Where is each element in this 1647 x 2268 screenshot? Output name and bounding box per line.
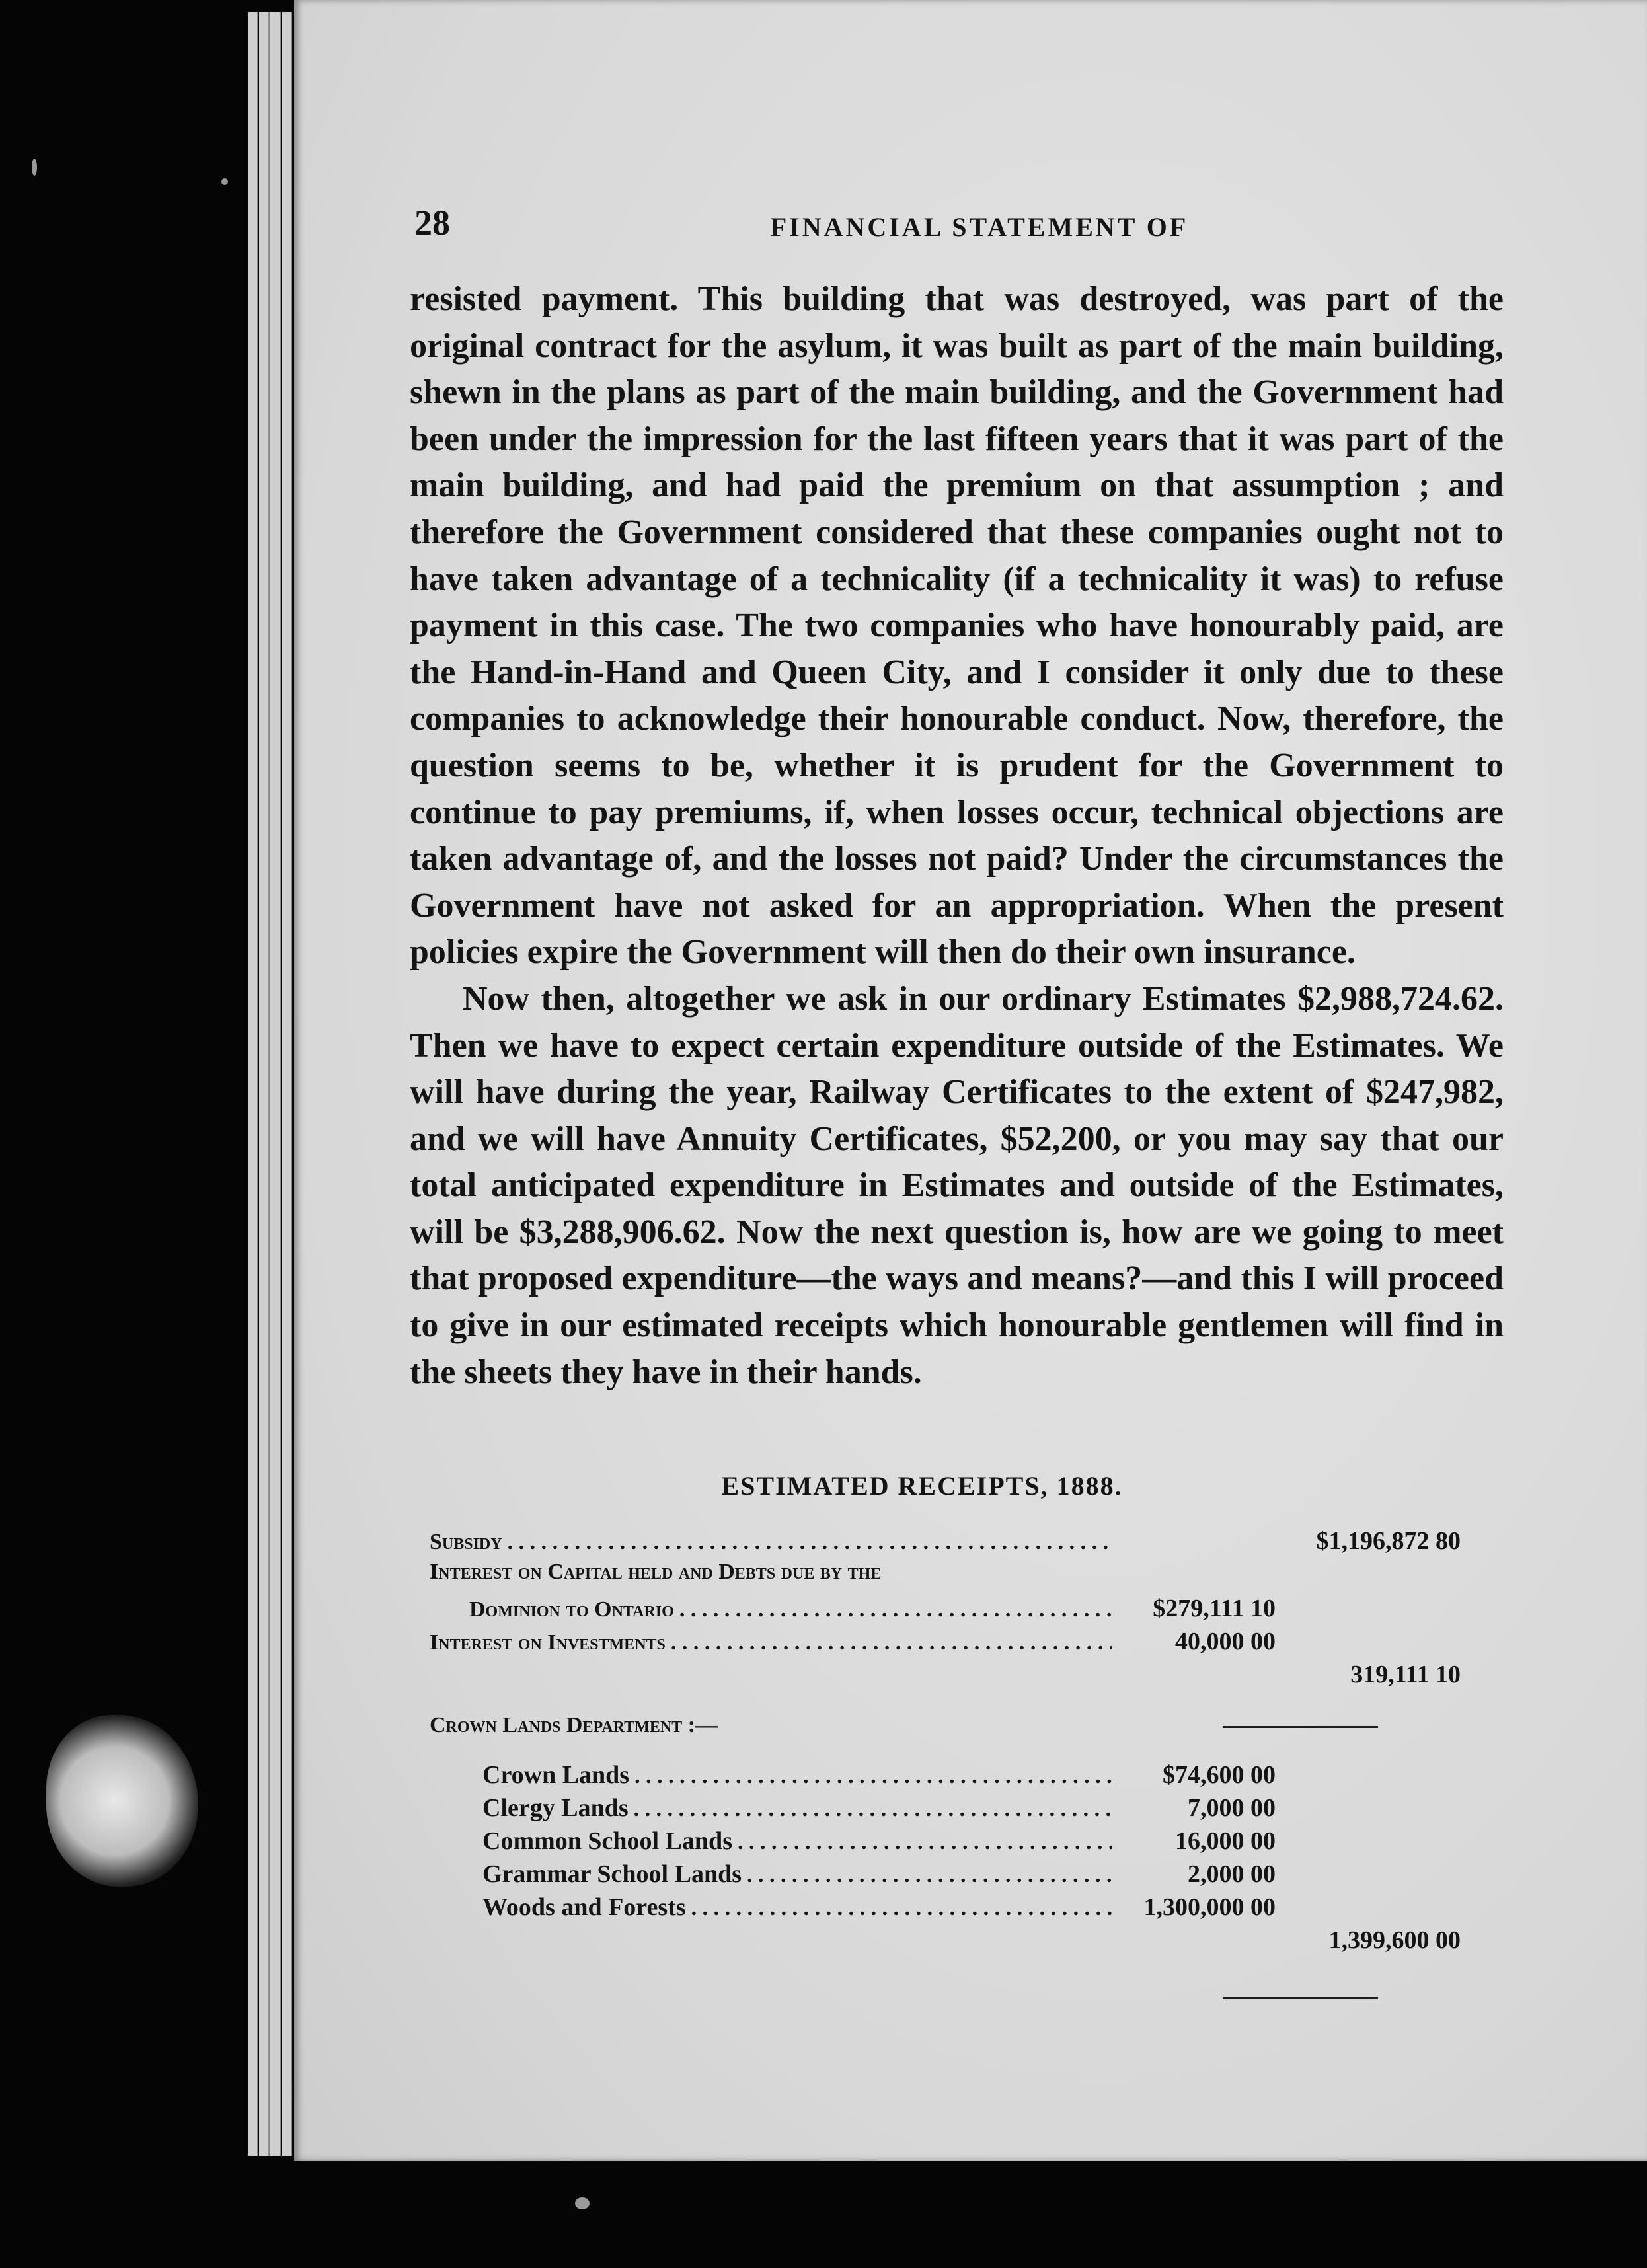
receipts-table	[430, 1527, 1461, 1959]
table-row	[430, 1760, 1461, 1794]
row-label: Dominion to Ontario	[469, 1597, 674, 1622]
page-number: 28	[414, 203, 450, 243]
row-amount: 40,000 00	[1175, 1628, 1276, 1655]
row-label: Interest on Capital held and Debts due by the	[430, 1560, 882, 1584]
leader-dots	[747, 1863, 1112, 1888]
page-edge	[259, 12, 270, 2156]
sum-rule	[1223, 1726, 1378, 1728]
row-amount: 1,300,000 00	[1143, 1893, 1276, 1921]
paragraph: resisted payment. This building that was destroyed, was part of the original contract for the asylum, it was built as part of the main building, shewn in the plans as part of the main building, and the Government had been under the impression for the last fifteen years that it was part of the main building, and had paid the premium on that assumption ; and therefore the Government considered that these companies ought not to have taken advantage of a technicality (if a technicality it was) to refuse payment in this case. The two companies who have honourably paid, are the Hand-in-Hand and Queen City, and I consider it only due to these companies to acknowledge their honourable conduct. Now, therefore, the question seems to be, whether it is prudent for the Government to continue to pay premiums, if, when losses occur, technical objections are taken advantage of, and the losses not paid? Under the circumstances the Government have not asked for an appropriation. When the present policies expire the Government will then do their own insurance.	[410, 280, 1504, 971]
table-row	[430, 1926, 1461, 1959]
speck	[32, 159, 37, 176]
row-amount: $279,111 10	[1153, 1595, 1276, 1622]
subtotal: 319,111 10	[1350, 1661, 1461, 1688]
row-amount: 7,000 00	[1188, 1794, 1276, 1822]
running-header	[414, 202, 1644, 248]
row-amount: 16,000 00	[1175, 1827, 1276, 1855]
row-label: Interest on Investments	[430, 1630, 666, 1655]
table-row	[430, 1827, 1461, 1860]
row-label: Woods and Forests	[482, 1893, 686, 1921]
speck	[575, 2197, 590, 2209]
table-row	[430, 1893, 1461, 1926]
row-label: Common School Lands	[482, 1827, 732, 1855]
speck	[221, 178, 228, 185]
row-label: Clergy Lands	[482, 1794, 629, 1822]
row-label: Crown Lands	[482, 1761, 630, 1789]
row-amount: $74,600 00	[1163, 1761, 1276, 1789]
table-row	[430, 1713, 1461, 1746]
header-title: FINANCIAL STATEMENT OF	[770, 212, 1189, 242]
table-row	[430, 1660, 1461, 1693]
leader-dots	[679, 1597, 1112, 1622]
leader-dots	[508, 1530, 1112, 1555]
section-heading: Crown Lands Department :—	[430, 1713, 718, 1737]
body-text	[410, 276, 1504, 1396]
document-page	[294, 0, 1647, 2161]
paper-damage	[46, 1715, 198, 1887]
row-amount: 2,000 00	[1188, 1860, 1276, 1888]
table-row	[430, 1627, 1461, 1660]
leader-dots	[634, 1797, 1112, 1822]
page-edge	[270, 12, 281, 2156]
table-title: ESTIMATED RECEIPTS, 1888.	[721, 1471, 1123, 1501]
leader-dots	[738, 1830, 1112, 1855]
page-edge	[282, 12, 292, 2156]
page-edge	[248, 12, 258, 2156]
row-total: $1,196,872 80	[1316, 1527, 1461, 1555]
leader-dots	[691, 1896, 1112, 1921]
leader-dots	[634, 1764, 1112, 1789]
table-row	[430, 1860, 1461, 1893]
sum-rule	[1223, 1997, 1378, 1999]
table-row	[430, 1527, 1461, 1560]
table-row	[430, 1594, 1461, 1627]
row-label: Subsidy	[430, 1530, 502, 1554]
paragraph: Now then, altogether we ask in our ordinary Estimates $2,988,724.62. Then we have to expect certain expenditure outside of the Estimates. We will have during the year, Railway Certificates to the extent of $247,982, and we will have Annuity Certificates, $52,200, or you may say that our total anticipated expenditure in Estimates and outside of the Estimates, will be $3,288,906.62. Now the next question is, how are we going to meet that proposed expenditure—the ways and means?—and this I will proceed to give in our estimated receipts which honourable gentlemen will find in the sheets they have in their hands.	[410, 979, 1504, 1391]
table-row	[430, 1560, 1461, 1594]
subtotal: 1,399,600 00	[1328, 1926, 1461, 1954]
table-row	[430, 1794, 1461, 1827]
leader-dots	[671, 1630, 1112, 1655]
row-label: Grammar School Lands	[482, 1860, 742, 1888]
